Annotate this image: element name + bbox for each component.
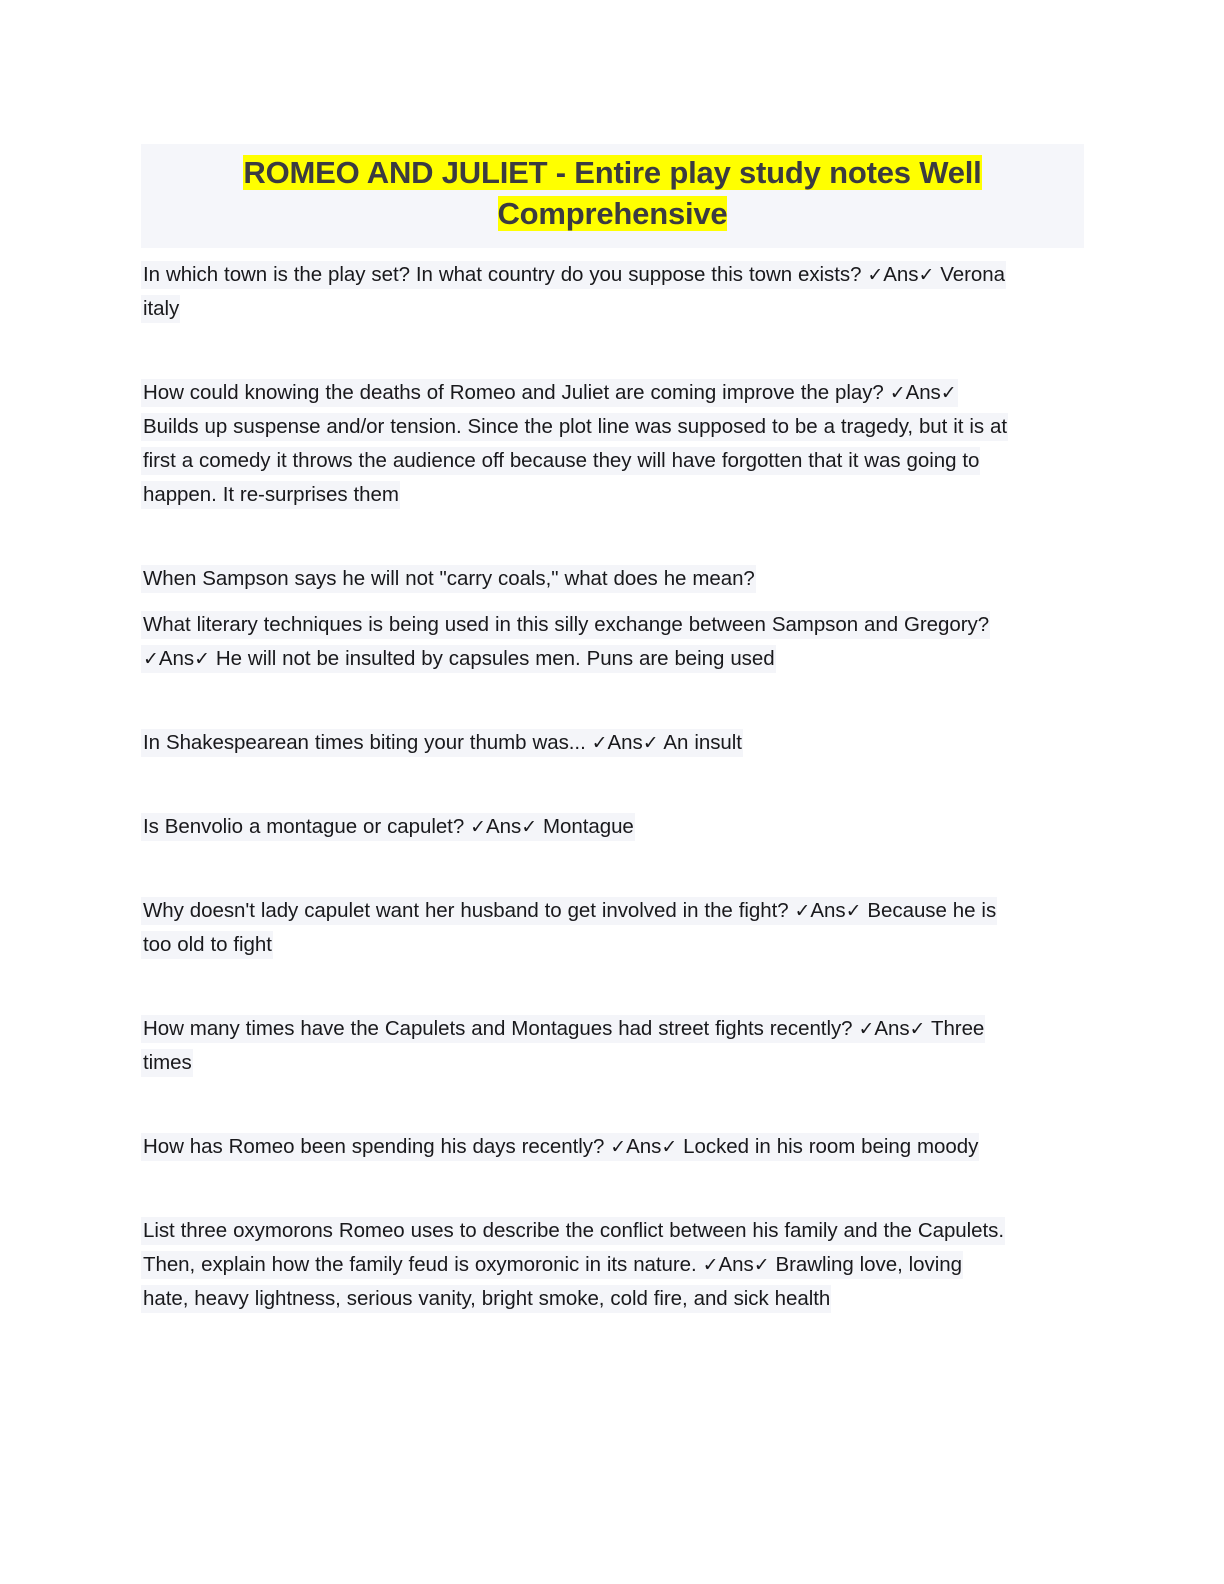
qa-line: List three oxymorons Romeo uses to describe the conflict between his family and the Capulets. (141, 1214, 1084, 1248)
qa-line: When Sampson says he will not "carry coals," what does he mean? (141, 562, 1084, 596)
qa-block-foreshadowing (141, 376, 1084, 512)
qa-line: Then, explain how the family feud is oxymoronic in its nature. ✓Ans✓ Brawling love, loving (141, 1248, 1084, 1282)
qa-line: How has Romeo been spending his days recently? ✓Ans✓ Locked in his room being moody (141, 1130, 1084, 1164)
qa-line: How many times have the Capulets and Montagues had street fights recently? ✓Ans✓ Three (141, 1012, 1084, 1046)
qa-block-lady-capulet (141, 894, 1084, 962)
page-title-line-1: ROMEO AND JULIET - Entire play study notes Well (243, 155, 982, 190)
qa-line: Builds up suspense and/or tension. Since the plot line was supposed to be a tragedy, but it is at (141, 410, 1084, 444)
document-title-block (141, 144, 1084, 248)
qa-line: first a comedy it throws the audience off because they will have forgotten that it was going to (141, 444, 1084, 478)
qa-block-setting (141, 258, 1084, 326)
qa-line: What literary techniques is being used in this silly exchange between Sampson and Gregory? (141, 608, 1084, 642)
qa-block-literary-techniques (141, 608, 1084, 676)
qa-line: How could knowing the deaths of Romeo and Juliet are coming improve the play? ✓Ans✓ (141, 376, 1084, 410)
qa-line: times (141, 1046, 1084, 1080)
qa-block-biting-thumb (141, 726, 1084, 760)
page-title-line-2: Comprehensive (497, 196, 728, 231)
qa-line: too old to fight (141, 928, 1084, 962)
qa-line: In Shakespearean times biting your thumb was... ✓Ans✓ An insult (141, 726, 1084, 760)
qa-block-romeo-days (141, 1130, 1084, 1164)
qa-line: italy (141, 292, 1084, 326)
qa-line: ✓Ans✓ He will not be insulted by capsules men. Puns are being used (141, 642, 1084, 676)
qa-block-carry-coals (141, 562, 1084, 596)
qa-line: hate, heavy lightness, serious vanity, bright smoke, cold fire, and sick health (141, 1282, 1084, 1316)
qa-line: Why doesn't lady capulet want her husband to get involved in the fight? ✓Ans✓ Because he is (141, 894, 1084, 928)
qa-line: happen. It re-surprises them (141, 478, 1084, 512)
qa-line: In which town is the play set? In what country do you suppose this town exists? ✓Ans✓ Verona (141, 258, 1084, 292)
qa-block-benvolio (141, 810, 1084, 844)
qa-block-oxymorons (141, 1214, 1084, 1316)
qa-line: Is Benvolio a montague or capulet? ✓Ans✓ Montague (141, 810, 1084, 844)
qa-block-street-fights (141, 1012, 1084, 1080)
study-notes-body (141, 258, 1084, 1340)
